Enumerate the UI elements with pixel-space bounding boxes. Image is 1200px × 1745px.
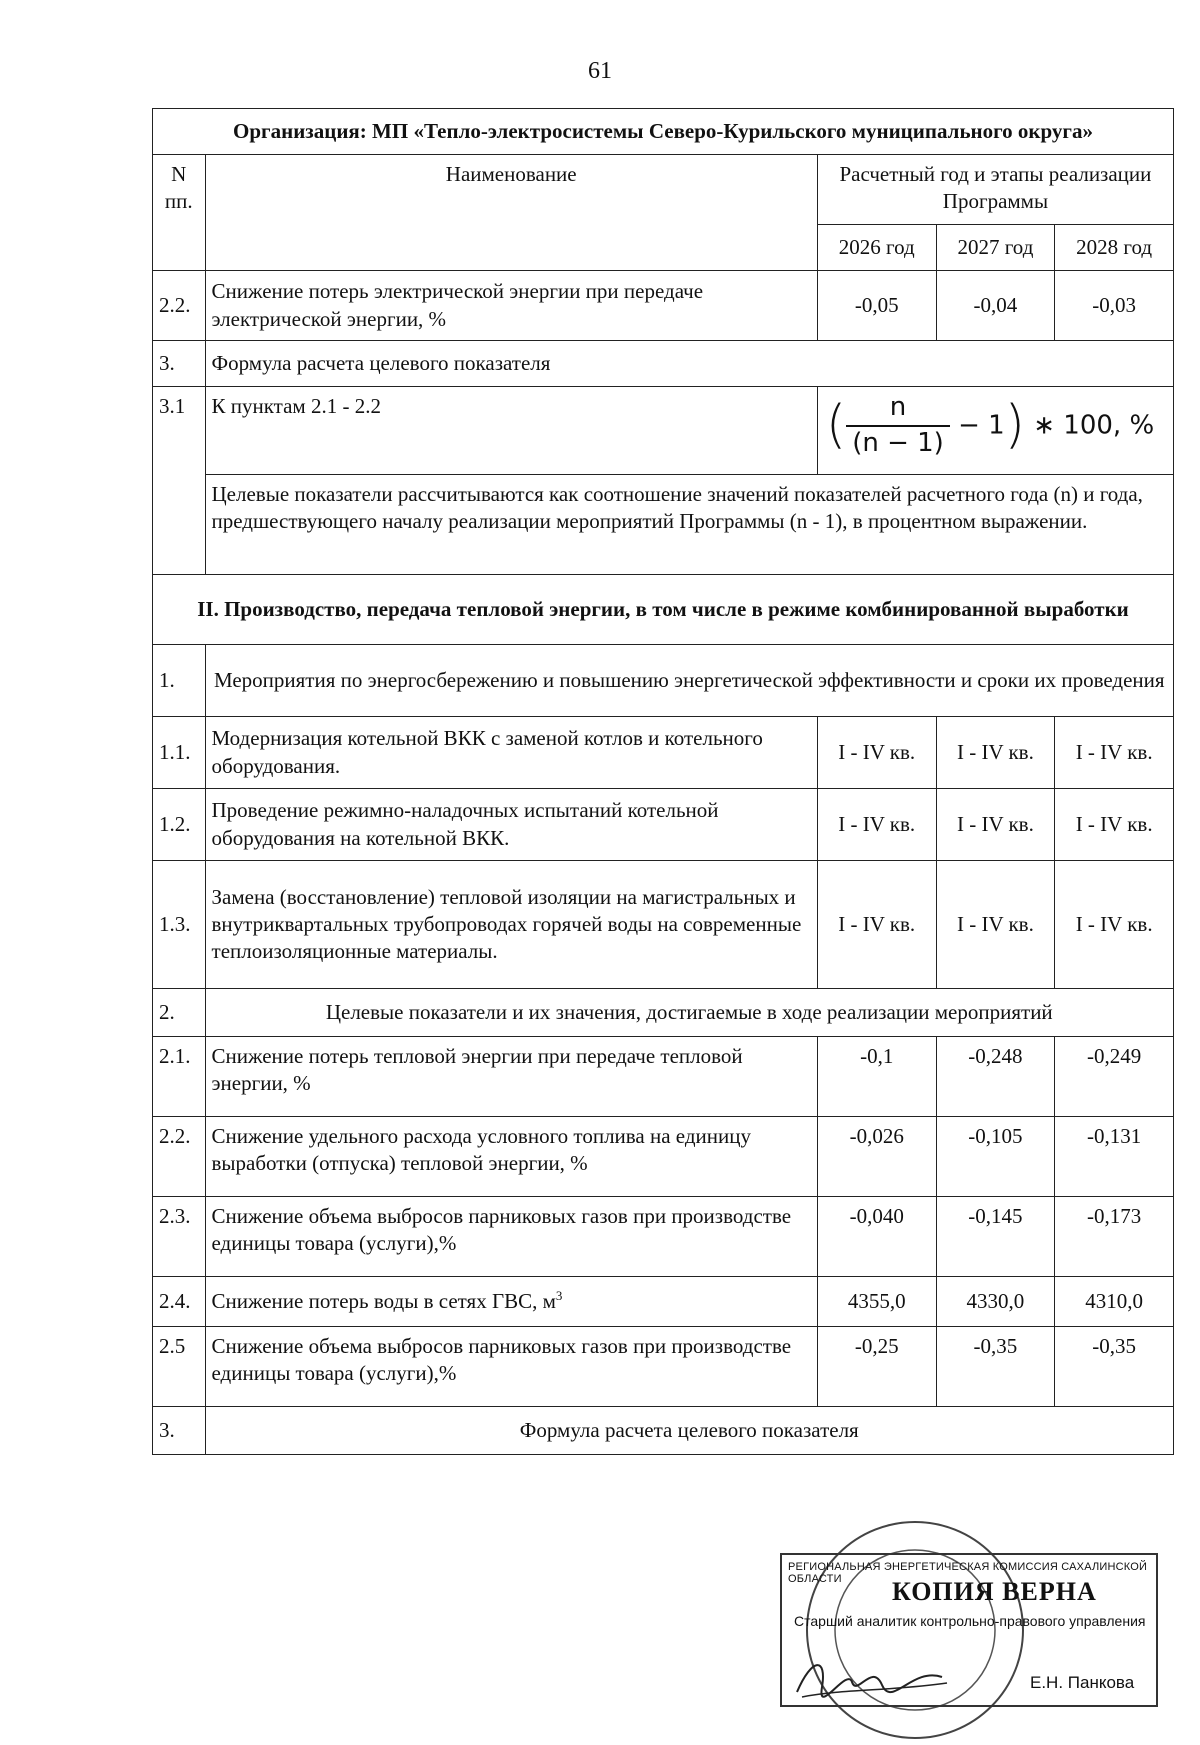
table-row (153, 989, 1174, 1037)
stamp-organization: РЕГИОНАЛЬНАЯ ЭНЕРГЕТИЧЕСКАЯ КОМИССИЯ САХАЛИНСКОЙ ОБЛАСТИ (788, 1561, 1148, 1585)
row-num: 3. (153, 341, 206, 387)
table-row (153, 271, 1174, 341)
row-name: Формула расчета целевого показателя (205, 1407, 1173, 1455)
row-value: -0,04 (936, 271, 1055, 341)
row-value: -0,145 (936, 1197, 1055, 1277)
row-value: -0,03 (1055, 271, 1174, 341)
row-name: Модернизация котельной ВКК с заменой котлов и котельного оборудования. (205, 717, 817, 789)
organization-title: Организация: МП «Тепло-электросистемы Северо-Курильского муниципального округа» (153, 109, 1174, 155)
row-value: 4310,0 (1055, 1277, 1174, 1327)
row-num: 2.2. (153, 1117, 206, 1197)
row-value: -0,026 (817, 1117, 936, 1197)
formula: ( $\frac{n}{(n - 1)}$ − 1) ∗ 100, % (817, 387, 1173, 475)
row-name: Целевые показатели и их значения, достигаемые в ходе реализации мероприятий (205, 989, 1173, 1037)
row-num: 2.2. (153, 271, 206, 341)
header-year-2027: 2027 год (936, 225, 1055, 271)
page-number: 61 (588, 58, 612, 84)
row-value: I - IV кв. (1055, 789, 1174, 861)
table-row (153, 1327, 1174, 1407)
row-name: Снижение потерь тепловой энергии при передаче тепловой энергии, % (205, 1037, 817, 1117)
certification-stamp (780, 1545, 1158, 1705)
row-value: -0,35 (1055, 1327, 1174, 1407)
row-name: Снижение объема выбросов парниковых газов при производстве единицы товара (услуги),% (205, 1197, 817, 1277)
table-row (153, 1277, 1174, 1327)
table-row (153, 861, 1174, 989)
row-value: I - IV кв. (817, 861, 936, 989)
row-value: -0,25 (817, 1327, 936, 1407)
row-value: 4330,0 (936, 1277, 1055, 1327)
row-num: 1.3. (153, 861, 206, 989)
header-period: Расчетный год и этапы реализации Программы (817, 155, 1173, 225)
stamp-signer-name: Е.Н. Панкова (1030, 1673, 1135, 1692)
table-row (153, 341, 1174, 387)
row-value: -0,249 (1055, 1037, 1174, 1117)
formula-tail: − 1 (958, 410, 1005, 441)
table-row (153, 1037, 1174, 1117)
row-value: I - IV кв. (936, 861, 1055, 989)
formula-note: Целевые показатели рассчитываются как соотношение значений показателей расчетного года (n) и года, предшествующего началу реализации мероприятий Программы (n - 1), в процентном выражении. (205, 475, 1173, 575)
row-num: 1.2. (153, 789, 206, 861)
row-name: Снижение потерь электрической энергии при передаче электрической энергии, % (205, 271, 817, 341)
stamp-position: Старший аналитик контрольно-правового управления (794, 1613, 1146, 1629)
unit-superscript: 3 (555, 1287, 563, 1303)
row-value: I - IV кв. (1055, 861, 1174, 989)
row-name: К пунктам 2.1 - 2.2 (205, 387, 817, 475)
row-value: -0,05 (817, 271, 936, 341)
signature-icon (792, 1647, 952, 1707)
table-row (153, 1197, 1174, 1277)
row-num: 2. (153, 989, 206, 1037)
row-value: -0,248 (936, 1037, 1055, 1117)
row-name: Замена (восстановление) тепловой изоляции на магистральных и внутриквартальных трубопроводах горячей воды на современные теплоизоляционные материалы. (205, 861, 817, 989)
table-row (153, 645, 1174, 717)
row-value: -0,105 (936, 1117, 1055, 1197)
row-num: 2.1. (153, 1037, 206, 1117)
header-year-2028: 2028 год (1055, 225, 1174, 271)
row-name: Мероприятия по энергосбережению и повышению энергетической эффективности и сроки их проведения (205, 645, 1173, 717)
row-name: Снижение объема выбросов парниковых газов при производстве единицы товара (услуги),% (205, 1327, 817, 1407)
formula-denominator: (n − 1) (852, 427, 944, 458)
row-value: I - IV кв. (817, 789, 936, 861)
row-name: Формула расчета целевого показателя (205, 341, 1173, 387)
row-num: 1.1. (153, 717, 206, 789)
formula-numerator: n (846, 391, 950, 427)
row-name: Снижение удельного расхода условного топлива на единицу выработки (отпуска) тепловой энергии, % (205, 1117, 817, 1197)
row-num: 2.5 (153, 1327, 206, 1407)
row-value: -0,131 (1055, 1117, 1174, 1197)
row-value: -0,1 (817, 1037, 936, 1117)
row-num: 3. (153, 1407, 206, 1455)
row-value: I - IV кв. (936, 717, 1055, 789)
table-row (153, 1407, 1174, 1455)
row-value: -0,35 (936, 1327, 1055, 1407)
stamp-title: КОПИЯ ВЕРНА (892, 1577, 1097, 1606)
row-value: -0,040 (817, 1197, 936, 1277)
table-row (153, 475, 1174, 575)
table-row (153, 387, 1174, 475)
row-value: I - IV кв. (817, 717, 936, 789)
row-name: Проведение режимно-наладочных испытаний котельной оборудования на котельной ВКК. (205, 789, 817, 861)
row-value: I - IV кв. (1055, 717, 1174, 789)
stamp-box (780, 1553, 1158, 1707)
row-num: 3.1 (153, 387, 206, 575)
row-name (205, 1277, 817, 1327)
row-name-text: Снижение потерь воды в сетях ГВС, м (211, 1288, 556, 1313)
header-name: Наименование (205, 155, 817, 271)
table-row (153, 1117, 1174, 1197)
table-row (153, 789, 1174, 861)
row-num: 2.4. (153, 1277, 206, 1327)
program-table (152, 108, 1174, 1455)
row-value: I - IV кв. (936, 789, 1055, 861)
row-num: 1. (153, 645, 206, 717)
header-year-2026: 2026 год (817, 225, 936, 271)
section-title: II. Производство, передача тепловой энергии, в том числе в режиме комбинированной выработки (153, 575, 1174, 645)
header-num: N пп. (153, 155, 206, 271)
formula-suffix: ∗ 100, % (1033, 410, 1155, 441)
row-value: -0,173 (1055, 1197, 1174, 1277)
table-row (153, 717, 1174, 789)
row-num: 2.3. (153, 1197, 206, 1277)
row-value: 4355,0 (817, 1277, 936, 1327)
